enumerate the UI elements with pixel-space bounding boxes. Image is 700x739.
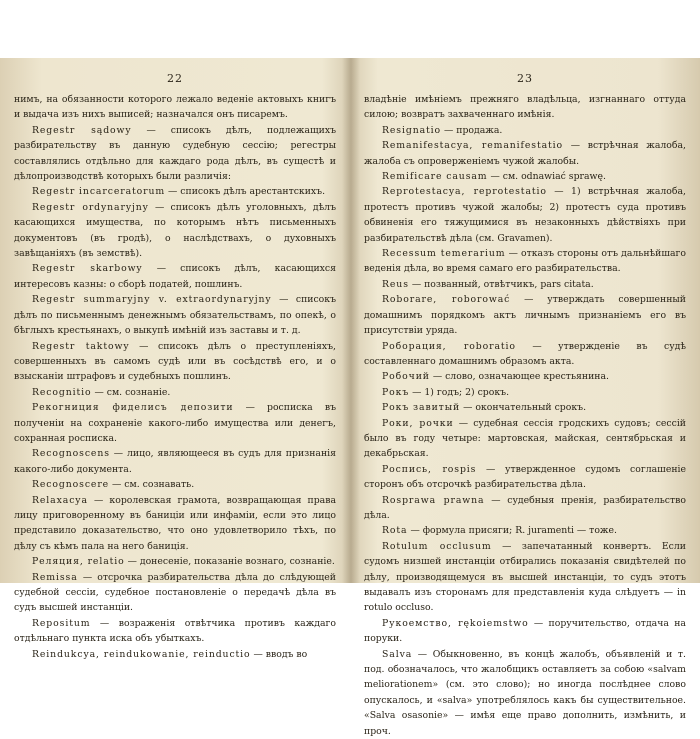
term: Relaxacya [32,494,88,506]
page-number: 22 [167,72,183,85]
paragraph [364,369,686,384]
definition: — донесеніе, показаніе вознаго, сознаніе. [124,556,335,568]
definition: — судебныя пренія, разбирательство дѣла. [364,494,686,521]
term: Salva [382,648,413,660]
definition: — слово, означающее крестьянина. [429,371,609,383]
term: Рукоемство, rękoiemstwo [382,617,529,629]
term: Repositum [32,617,91,629]
term: Роки, рочки [382,417,454,429]
term: Робочий [382,371,430,383]
term: Recognitio [32,386,92,398]
definition: — судебная сессія гродскихъ судовъ; сессій было въ году четыре: мартовская, майская, сентябрьская и декабрьская. [364,417,686,460]
definition: — 1) встрѣчная жалоба, протестъ противъ чужой жалобы; 2) протестъ суда противъ обвиненія его тяжущимися въ незаконныхъ дѣйствіяхъ при разбирательствѣ дѣла (см. Gravamen). [364,186,686,244]
book-spread [0,58,700,737]
term: Resignatio [382,124,442,136]
paragraph [14,123,336,185]
definition: — формула присяги; R. juramenti — тоже. [407,525,617,537]
page-number: 23 [517,72,533,85]
right-page [364,58,687,737]
paragraph [364,184,686,246]
paragraph [14,493,336,555]
page-text [364,92,686,739]
paragraph [364,246,686,277]
definition: нимъ, на обязанности которого лежало веденіе актовыхъ книгъ и выдача изъ нихъ выписей; назначался онъ писаремъ. [14,94,336,121]
definition: — утвержденіе въ судѣ составленнаго домашнимъ образомъ акта. [364,340,687,367]
paragraph [364,339,686,370]
definition: — отказъ стороны отъ дальнѣйшаго веденія дѣла, во время самаго его разбирательства. [364,248,686,275]
definition: — встрѣчная жалоба, жалоба съ опроверженіемъ чужой жалобы. [364,140,686,167]
definition: — запечатанный конвертъ. Если судомъ низшей инстанціи отбирались показанія свидѣтелей по дѣлу, производящемуся въ высшей инстанціи, то судъ этотъ выдавалъ изъ сторонамъ для представленія куда слѣдуетъ — in rotulo occluso. [364,540,686,614]
page-text [14,92,336,662]
term: Remissa [32,571,78,583]
definition: — списокъ дѣлъ, подлежащихъ разбирательству въ данную судебную сессію; регестры составлялись отдѣльно для каждаго рода дѣлъ, въ сущестѣ и дѣлопроизводствѣ которыхъ были различія: [14,124,336,183]
term: Recognoscere [32,479,110,491]
definition: — утверждать совершенный домашнимъ порядкомъ актъ личнымъ признаніемъ его въ присутствіи уряда. [364,294,686,337]
paragraph [364,416,686,462]
definition: — отсрочка разбирательства дѣла до слѣдующей судебной сессіи, судебное постановленіе о передачѣ дѣла въ судъ высшей инстанціи. [14,571,336,614]
definition: — списокъ дѣлъ о преступленіяхъ, совершенныхъ въ самомъ судѣ или въ сосѣдствѣ его, и о взысканіи штрафовъ и судебныхъ пошлинъ. [14,340,336,383]
term: Рокъ завитый [382,402,461,414]
paragraph [364,277,686,292]
definition: — поручительство, отдача на поруки. [364,617,686,645]
definition: — утвержденное судомъ соглашеніе сторонъ объ отсрочкѣ разбирательства дѣла. [364,463,686,491]
term: Regestr skarbowy [32,263,143,275]
paragraph [14,400,336,446]
paragraph [14,554,336,569]
paragraph [364,123,686,138]
paragraph [14,261,336,292]
definition: — см. сознаніе. [91,386,171,398]
term: Роспись, rospis [382,463,477,475]
paragraph [14,292,336,338]
definition: — списокъ дѣлъ арестантскихъ. [165,186,326,198]
paragraph [14,446,336,477]
definition: — позванный, отвѣтчикъ, pars citata. [408,278,594,290]
term: Рокъ [382,386,410,398]
term: Regestr taktowy [32,340,130,352]
paragraph [364,400,686,415]
paragraph [364,539,686,616]
paragraph [14,385,336,400]
definition: — списокъ дѣлъ по письменнымъ денежнымъ обязательствамъ, по опекѣ, о бѣглыхъ крестьянахъ, о выкупѣ имѣній изъ заставы и т. д. [14,294,337,337]
definition: — 1) годъ; 2) срокъ. [409,386,510,398]
definition: — списокъ дѣлъ уголовныхъ, дѣлъ касающихся имущества, по которымъ нѣтъ письменныхъ документовъ (въ гродѣ), о наслѣдствахъ, о духовныхъ завѣщаніяхъ (въ земствѣ). [14,201,337,260]
definition: — лицо, являющееся въ судъ для признанія какого-либо документа. [14,448,336,475]
left-page [14,58,337,660]
paragraph [364,292,686,338]
term: Reprotestacya, reprotestatio [382,186,547,198]
paragraph [364,647,686,739]
paragraph [364,169,686,184]
term: Роборация, roboratio [382,340,516,352]
paragraph [14,200,336,262]
term: Regestr sądowy [32,124,132,136]
term: Recessum temerarium [382,248,506,260]
definition: — возраженія отвѣтчика противъ каждаго отдѣльнаго пункта иска объ убыткахъ. [14,617,336,645]
definition: — продажа. [441,124,503,136]
definition: — роспиcка въ полученіи на сохраненіе какого-либо имущества или денегъ, сохранная роспиcка. [14,402,336,444]
definition: — списокъ дѣлъ, касающихся интересовъ казны: о сборѣ податей, пошлинъ. [14,263,336,290]
paragraph [364,523,686,538]
term: Reindukcya, reindukowanie, reinductio [32,648,251,660]
paragraph [14,339,336,385]
paragraph [364,385,686,400]
paragraph [14,477,336,492]
term: Reus [382,278,409,290]
term: Rosprawa prawna [382,494,485,506]
paragraph [14,570,336,616]
term: Реляция, relatio [32,556,125,568]
paragraph [14,92,336,123]
term: Regestr incarceratorum [32,186,166,198]
definition: — вводъ во [250,648,308,660]
paragraph [14,647,336,662]
definition: владѣніе имѣніемъ прежняго владѣльца, изгнаннаго оттуда силою; возвратъ захваченнаго имѣнія. [364,94,686,121]
definition: — см. odnawiać sprawę. [487,171,606,183]
term: Recognoscens [32,448,110,460]
book-gutter [342,58,360,583]
definition: — окончательный срокъ. [460,402,587,414]
paragraph [364,92,686,123]
paragraph [14,184,336,199]
term: Рекогниция фиделисъ депозити [32,402,234,414]
paragraph [364,493,686,524]
term: Remanifestacya, remanifestatio [382,140,564,152]
paragraph [364,462,686,493]
definition: — королевская грамота, возвращающая права лицу приговоренному въ баниціи или инфаміи, если это лицо представило доказательство, что оно удовлетворило тѣхъ, по дѣлу съ кѣмъ пала на него баниція. [14,494,336,552]
paragraph [364,138,686,169]
term: Remificare causam [382,171,488,183]
term: Rotulum occlusum [382,540,492,552]
paragraph [364,616,686,647]
paragraph [14,616,336,647]
definition: — Обыкновенно, въ концѣ жалобъ, объявленій и т. под. обозначалось, что жалобщикъ оставляетъ за собою «salvam meliorationem» (см. это слово); но иногда послѣднее слово опускалось, и «salva» употреблялось какъ бы существительное. «Salva osasonie» — имѣя еще право дополнить, измѣнить, и проч. [364,648,686,737]
definition: — см. сознавать. [109,479,195,491]
term: Rota [382,525,408,537]
term: Regestr summaryjny v. extraordynaryjny [32,294,272,306]
term: Regestr ordynaryjny [32,201,149,213]
term: Roborare, roborować [382,294,511,306]
